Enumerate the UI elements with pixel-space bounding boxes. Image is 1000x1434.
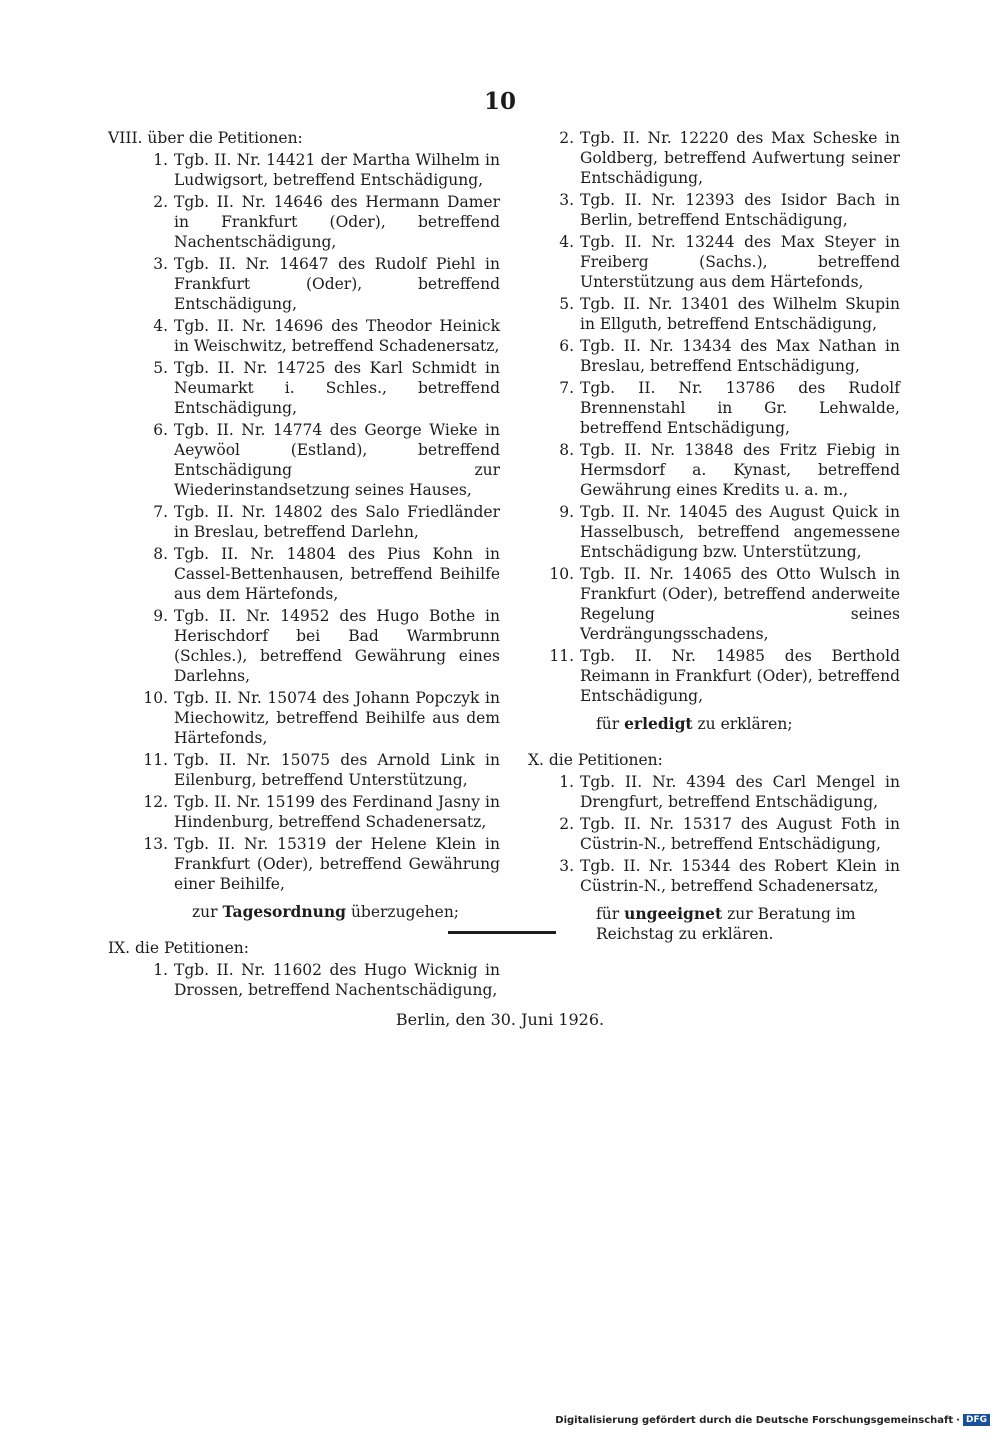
entry-number: 10.	[549, 565, 574, 583]
resolution-prefix: zur	[192, 903, 223, 921]
entry-text: Tgb. II. Nr. 15075 des Arnold Link in Eilenburg, betreffend Unterstützung,	[174, 751, 500, 789]
entry-text: Tgb. II. Nr. 14952 des Hugo Bothe in Herischdorf bei Bad Warmbrunn (Schles.), betreffend Gewährung eines Darlehns,	[174, 607, 500, 685]
entry-text: Tgb. II. Nr. 14421 der Martha Wilhelm in Ludwigsort, betreffend Entschädigung,	[174, 151, 500, 189]
entry-text: Tgb. II. Nr. 15319 der Helene Klein in Frankfurt (Oder), betreffend Gewährung einer Beihilfe,	[174, 835, 500, 893]
entry-text: Tgb. II. Nr. 14802 des Salo Friedländer in Breslau, betreffend Darlehn,	[174, 503, 500, 541]
entry-text: Tgb. II. Nr. 13434 des Max Nathan in Breslau, betreffend Entschädigung,	[580, 337, 900, 375]
section-x-heading: X. die Petitionen:	[528, 751, 663, 769]
petition-entry	[528, 440, 900, 500]
petition-entry	[528, 856, 900, 896]
entry-number: 10.	[143, 689, 168, 707]
entry-number: 5.	[153, 359, 168, 377]
resolution-keyword: erledigt	[624, 714, 693, 733]
entry-text: Tgb. II. Nr. 14774 des George Wieke in Aeywöol (Estland), betreffend Entschädigung zur Wiederinstandsetzung seines Hauses,	[174, 421, 500, 499]
section-ix-continued-list	[528, 128, 900, 706]
entry-text: Tgb. II. Nr. 13401 des Wilhelm Skupin in Ellguth, betreffend Entschädigung,	[580, 295, 900, 333]
section-viii-resolution	[108, 902, 500, 922]
entry-text: Tgb. II. Nr. 14804 des Pius Kohn in Cassel-Bettenhausen, betreffend Beihilfe aus dem Härtefonds,	[174, 545, 500, 603]
section-ix-list	[108, 960, 500, 1000]
entry-number: 4.	[559, 233, 574, 251]
resolution-suffix: überzugehen;	[346, 903, 460, 921]
petition-entry	[108, 606, 500, 686]
entry-text: Tgb. II. Nr. 14646 des Hermann Damer in Frankfurt (Oder), betreffend Nachentschädigung,	[174, 193, 500, 251]
petition-entry	[108, 420, 500, 500]
dfg-logo: DFG	[963, 1414, 990, 1426]
resolution-keyword: Tagesordnung	[222, 902, 347, 921]
section-x-list	[528, 772, 900, 896]
entry-number: 5.	[559, 295, 574, 313]
entry-number: 1.	[153, 151, 168, 169]
entry-number: 9.	[153, 607, 168, 625]
entry-text: Tgb. II. Nr. 15199 des Ferdinand Jasny in Hindenburg, betreffend Schadenersatz,	[174, 793, 500, 831]
resolution-suffix: zur Beratung im Reichstag zu erklären.	[596, 905, 856, 943]
entry-number: 8.	[559, 441, 574, 459]
section-x-resolution	[528, 904, 900, 944]
petition-entry	[528, 772, 900, 812]
footer-dot: ·	[956, 1414, 960, 1426]
petition-entry	[528, 564, 900, 644]
entry-text: Tgb. II. Nr. 4394 des Carl Mengel in Drengfurt, betreffend Entschädigung,	[580, 773, 900, 811]
section-viii-heading: VIII. über die Petitionen:	[108, 129, 303, 147]
petition-entry	[108, 192, 500, 252]
entry-number: 6.	[559, 337, 574, 355]
petition-entry	[108, 688, 500, 748]
entry-number: 6.	[153, 421, 168, 439]
petition-entry	[528, 294, 900, 334]
digitization-footer	[555, 1414, 990, 1426]
entry-text: Tgb. II. Nr. 14985 des Berthold Reimann in Frankfurt (Oder), betreffend Entschädigung,	[580, 647, 900, 705]
entry-number: 1.	[153, 961, 168, 979]
entry-text: Tgb. II. Nr. 15317 des August Foth in Cüstrin-N., betreffend Entschädigung,	[580, 815, 900, 853]
entry-text: Tgb. II. Nr. 14725 des Karl Schmidt in Neumarkt i. Schles., betreffend Entschädigung,	[174, 359, 500, 417]
petition-entry	[108, 502, 500, 542]
petition-entry	[108, 750, 500, 790]
entry-number: 2.	[559, 129, 574, 147]
petition-entry	[108, 544, 500, 604]
page-number: 10	[483, 88, 516, 115]
entry-text: Tgb. II. Nr. 14045 des August Quick in Hasselbusch, betreffend angemessene Entschädigung bzw. Unterstützung,	[580, 503, 900, 561]
resolution-keyword: ungeeignet	[624, 904, 723, 923]
resolution-prefix: für	[596, 905, 625, 923]
petition-entry	[108, 792, 500, 832]
entry-number: 2.	[153, 193, 168, 211]
entry-text: Tgb. II. Nr. 14647 des Rudolf Piehl in Frankfurt (Oder), betreffend Entschädigung,	[174, 255, 500, 313]
entry-number: 3.	[559, 857, 574, 875]
resolution-suffix: zu erklären;	[692, 715, 793, 733]
entry-number: 2.	[559, 815, 574, 833]
petition-entry	[528, 378, 900, 438]
dateline: Berlin, den 30. Juni 1926.	[395, 1010, 605, 1029]
section-ix-resolution	[528, 714, 900, 734]
entry-text: Tgb. II. Nr. 12393 des Isidor Bach in Berlin, betreffend Entschädigung,	[580, 191, 900, 229]
petition-entry	[528, 232, 900, 292]
entry-number: 7.	[559, 379, 574, 397]
entry-number: 11.	[143, 751, 168, 769]
petition-entry	[108, 960, 500, 1000]
petition-entry	[108, 254, 500, 314]
petition-entry	[528, 336, 900, 376]
entry-text: Tgb. II. Nr. 13244 des Max Steyer in Freiberg (Sachs.), betreffend Unterstützung aus dem Härtefonds,	[580, 233, 900, 291]
entry-number: 3.	[153, 255, 168, 273]
petition-entry	[528, 502, 900, 562]
entry-number: 12.	[143, 793, 168, 811]
entry-number: 3.	[559, 191, 574, 209]
entry-text: Tgb. II. Nr. 11602 des Hugo Wicknig in Drossen, betreffend Nachentschädigung,	[174, 961, 500, 999]
petition-entry	[108, 834, 500, 894]
entry-text: Tgb. II. Nr. 12220 des Max Scheske in Goldberg, betreffend Aufwertung seiner Entschädigung,	[580, 129, 900, 187]
divider-rule	[448, 931, 556, 934]
entry-number: 9.	[559, 503, 574, 521]
right-column	[528, 128, 900, 960]
section-viii-list	[108, 150, 500, 894]
entry-text: Tgb. II. Nr. 13848 des Fritz Fiebig in Hermsdorf a. Kynast, betreffend Gewährung eines Kredits u. a. m.,	[580, 441, 900, 499]
footer-text: Digitalisierung gefördert durch die Deutsche Forschungsgemeinschaft	[555, 1414, 954, 1426]
entry-number: 1.	[559, 773, 574, 791]
entry-number: 13.	[143, 835, 168, 853]
entry-number: 4.	[153, 317, 168, 335]
entry-number: 8.	[153, 545, 168, 563]
petition-entry	[108, 358, 500, 418]
left-column	[108, 128, 500, 1002]
petition-entry	[528, 814, 900, 854]
petition-entry	[528, 646, 900, 706]
section-ix-heading: IX. die Petitionen:	[108, 939, 249, 957]
entry-text: Tgb. II. Nr. 15074 des Johann Popczyk in Miechowitz, betreffend Beihilfe aus dem Härtefonds,	[174, 689, 500, 747]
petition-entry	[528, 128, 900, 188]
entry-text: Tgb. II. Nr. 14065 des Otto Wulsch in Frankfurt (Oder), betreffend anderweite Regelung seines Verdrängungsschadens,	[580, 565, 900, 643]
petition-entry	[108, 150, 500, 190]
resolution-prefix: für	[596, 715, 625, 733]
entry-text: Tgb. II. Nr. 14696 des Theodor Heinick in Weischwitz, betreffend Schadenersatz,	[174, 317, 500, 355]
entry-text: Tgb. II. Nr. 13786 des Rudolf Brennenstahl in Gr. Lehwalde, betreffend Entschädigung,	[580, 379, 900, 437]
entry-number: 7.	[153, 503, 168, 521]
petition-entry	[108, 316, 500, 356]
entry-text: Tgb. II. Nr. 15344 des Robert Klein in Cüstrin-N., betreffend Schadenersatz,	[580, 857, 900, 895]
petition-entry	[528, 190, 900, 230]
entry-number: 11.	[549, 647, 574, 665]
